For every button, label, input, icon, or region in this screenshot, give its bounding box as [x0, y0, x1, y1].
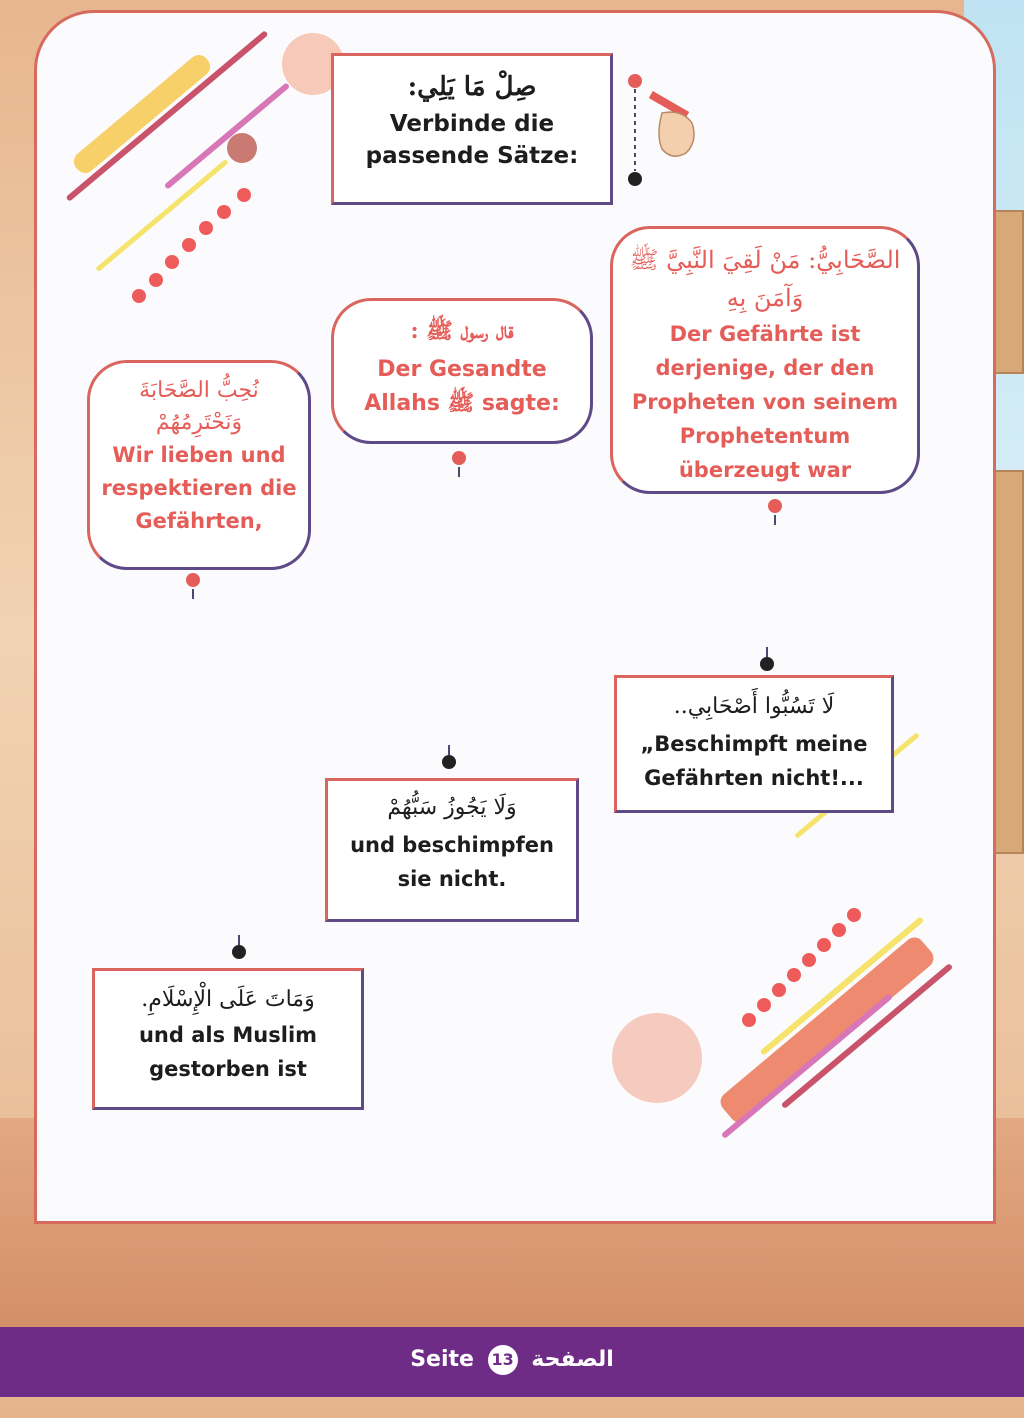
- item-arabic: وَمَاتَ عَلَى الْإِسْلَامِ.: [141, 987, 315, 1012]
- decor-dot: [832, 923, 846, 937]
- worksheet-card: [34, 10, 996, 1224]
- decor-dot: [149, 273, 163, 287]
- decor-dot: [787, 968, 801, 982]
- decor-dot: [802, 953, 816, 967]
- decor-line: [95, 159, 228, 272]
- decor-line: [65, 30, 268, 202]
- instruction-german: Verbinde die passende Sätze:: [365, 111, 579, 169]
- page-footer: [0, 1327, 1024, 1397]
- decor-circle: [612, 1013, 702, 1103]
- right-item-2: [325, 778, 579, 922]
- instruction-arabic: صِلْ مَا يَلِي:: [407, 72, 537, 102]
- item-german: „Beschimpft meine Gefährten nicht!...: [640, 732, 868, 790]
- item-arabic: لَا تَسُبُّوا أَصْحَابِي..: [673, 694, 835, 719]
- decor-dot: [772, 983, 786, 997]
- page-label-arabic: الصفحة: [531, 1347, 614, 1372]
- item-arabic: نُحِبُّ الصَّحَابَةَ وَنَحْتَرِمُهُمْ: [139, 378, 259, 435]
- left-item-3: [87, 360, 311, 570]
- decor-stripe: [716, 933, 937, 1126]
- page-label: [0, 1345, 1024, 1375]
- decor-circle: [227, 133, 257, 163]
- item-arabic: قال رسول ﷺ :: [410, 318, 514, 344]
- decor-dot: [217, 205, 231, 219]
- decor-stripe: [70, 51, 214, 177]
- decor-dot: [199, 221, 213, 235]
- decor-dot: [847, 908, 861, 922]
- item-arabic: الصَّحَابِيُّ: مَنْ لَقِيَ النَّبِيَّ ﷺ وَآمَنَ بِهِ: [629, 246, 901, 312]
- decor-dot: [182, 238, 196, 252]
- left-item-2: [331, 298, 593, 444]
- item-german: Wir lieben und respektieren die Gefährten,: [101, 443, 297, 533]
- page-number: 13: [488, 1345, 518, 1375]
- instruction-box: [331, 53, 613, 205]
- page-label-german: Seite: [410, 1347, 474, 1372]
- right-item-1: [614, 675, 894, 813]
- item-arabic: وَلَا يَجُوزُ سَبُّهُمْ: [387, 795, 517, 820]
- pencil-hand-icon: [622, 73, 712, 193]
- decor-dot: [132, 289, 146, 303]
- item-german: und als Muslim gestorben ist: [138, 1023, 318, 1081]
- decor-dot: [165, 255, 179, 269]
- decor-dot: [757, 998, 771, 1012]
- left-item-1: [610, 226, 920, 494]
- decor-dot: [817, 938, 831, 952]
- decor-dot: [742, 1013, 756, 1027]
- decor-dot: [237, 188, 251, 202]
- item-german: und beschimpfen sie nicht.: [350, 833, 554, 891]
- item-german: Der Gefährte ist derjenige, der den Propheten von seinem Prophetentum überzeugt war: [631, 322, 899, 482]
- right-item-3: [92, 968, 364, 1110]
- item-german: Der Gesandte Allahs ﷺ sagte:: [364, 357, 560, 416]
